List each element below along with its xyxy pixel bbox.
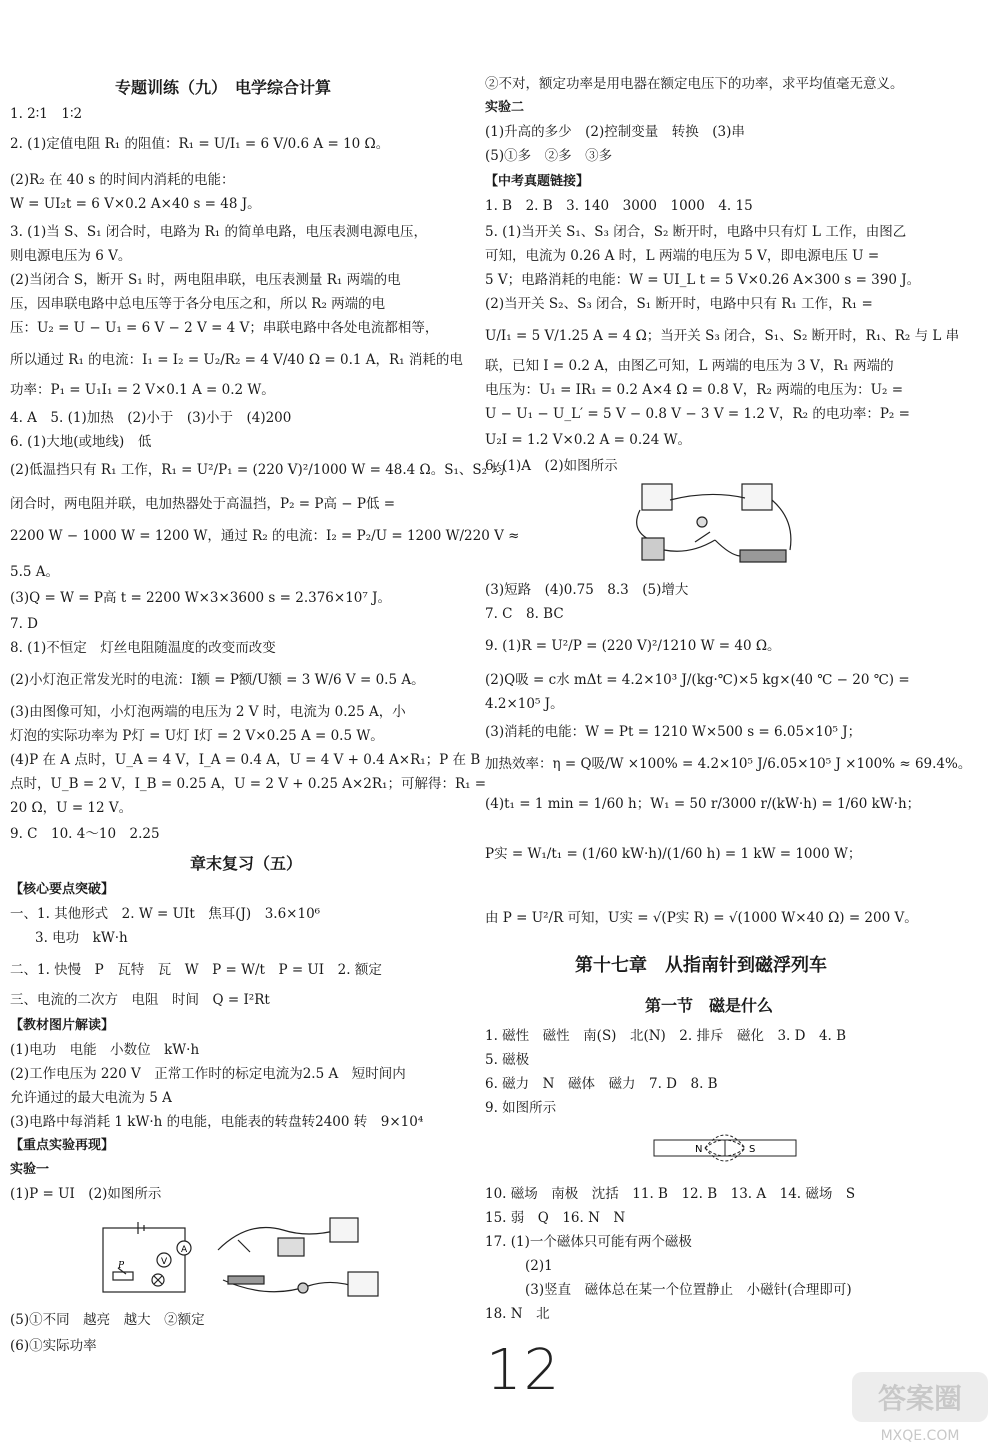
answer-line: 4. A 5. (1)加热 (2)小于 (3)小于 (4)200 (10, 410, 292, 426)
answer-line: 9. 如图所示 (485, 1100, 557, 1116)
magnet-south-label: S (749, 1144, 756, 1155)
answer-line: 15. 弱 Q 16. N N (485, 1210, 626, 1226)
answer-line: 6. (1)大地(或地线) 低 (10, 434, 152, 450)
answer-line: 3. (1)当 S、S₁ 闭合时，电路为 R₁ 的简单电路，电压表测电源电压， (10, 224, 427, 240)
answer-line: 点时，U_B = 2 V，I_B = 0.25 A，U = 2 V + 0.25 A×2R₁；可解得：R₁ = (10, 776, 487, 792)
answer-line: 加热效率：η = Q吸/W ×100% = 4.2×10⁵ J/6.05×10⁵ J ×100% ≈ 69.4%。 (485, 756, 972, 772)
answer-line: (3)消耗的电能：W = Pt = 1210 W×500 s = 6.05×10⁵ J； (485, 724, 862, 740)
answer-line: (2)小灯泡正常发光时的电流：I额 = P额/U额 = 3 W/6 V = 0.5 A。 (10, 672, 425, 688)
answer-line: 17. (1)一个磁体只可能有两个磁极 (485, 1234, 692, 1250)
wiring-diagram-figure (630, 480, 810, 580)
answer-line: 由 P = U²/R 可知，U实 = √(P实 R) = √(1000 W×40 Ω) = 200 V。 (485, 910, 918, 926)
answer-line: (1)P = UI (2)如图所示 (10, 1186, 162, 1202)
answer-line: (5)①多 ②多 ③多 (485, 148, 613, 164)
answer-line: W = UI₂t = 6 V×0.2 A×40 s = 48 J。 (10, 196, 261, 212)
answer-line: 4.2×10⁵ J。 (485, 696, 564, 712)
chapter-title: 第十七章 从指南针到磁浮列车 (575, 955, 827, 976)
answer-line: 则电源电压为 6 V。 (10, 248, 132, 264)
answer-line: 三、电流的二次方 电阻 时间 Q = I²Rt (10, 992, 270, 1008)
watermark-logo (850, 1370, 990, 1445)
answer-line: 电压为：U₁ = IR₁ = 0.2 A×4 Ω = 0.8 V，R₂ 两端的电压为：U₂ = (485, 382, 904, 398)
answer-line: (2)工作电压为 220 V 正常工作时的标定电流为2.5 A 短时间内 (10, 1066, 406, 1082)
answer-line: ②不对，额定功率是用电器在额定电压下的功率，求平均值毫无意义。 (485, 76, 904, 92)
answer-line: 压：U₂ = U − U₁ = 6 V − 2 V = 4 V；串联电路中各处电流都相等， (10, 320, 439, 336)
answer-line: 功率：P₁ = U₁I₁ = 2 V×0.1 A = 0.2 W。 (10, 382, 275, 398)
answer-line: (1)升高的多少 (2)控制变量 转换 (3)串 (485, 124, 745, 140)
answer-line: (3)由图像可知，小灯泡两端的电压为 2 V 时，电流为 0.25 A，小 (10, 704, 406, 720)
answer-line: 18. N 北 (485, 1306, 550, 1322)
answer-line: 1. 磁性 磁性 南(S) 北(N) 2. 排斥 磁化 3. D 4. B (485, 1028, 847, 1044)
answer-line: (4)P 在 A 点时，U_A = 4 V，I_A = 0.4 A，U = 4 V + 0.4 A×R₁；P 在 B (10, 752, 481, 768)
answer-line: 9. (1)R = U²/P = (220 V)²/1210 W = 40 Ω。 (485, 638, 781, 654)
answer-line: (2)1 (525, 1258, 553, 1274)
answer-line: 所以通过 R₁ 的电流：I₁ = I₂ = U₂/R₂ = 4 V/40 Ω = 0.1 A，R₁ 消耗的电 (10, 352, 463, 368)
bar-magnet-figure (650, 1124, 800, 1172)
answer-line: 压，因串联电路中总电压等于各分电压之和，所以 R₂ 两端的电 (10, 296, 386, 312)
answer-line: 7. D (10, 616, 38, 632)
answer-line: (3)Q = W = P高 t = 2200 W×3×3600 s = 2.376×10⁷ J。 (10, 590, 392, 606)
section-title-what-is-magnetism: 第一节 磁是什么 (645, 996, 774, 1015)
answer-line: (6)①实际功率 (10, 1338, 97, 1354)
answer-line: P实 = W₁/t₁ = (1/60 kW·h)/(1/60 h) = 1 kW = 1000 W； (485, 846, 862, 862)
answer-line: (2)当开关 S₂、S₃ 闭合，S₁ 断开时，电路中只有 R₁ 工作，R₁ = (485, 296, 873, 312)
answer-line: (2)Q吸 = c水 mΔt = 4.2×10³ J/(kg·℃)×5 kg×(40 ℃ − 20 ℃) = (485, 672, 910, 688)
answer-line: 10. 磁场 南极 沈括 11. B 12. B 13. A 14. 磁场 S (485, 1186, 856, 1202)
answer-line: 8. (1)不恒定 灯丝电阻随温度的改变而改变 (10, 640, 276, 656)
answer-line: 6. 磁力 N 磁体 磁力 7. D 8. B (485, 1076, 718, 1092)
subsection-heading: 【中考真题链接】 (485, 174, 590, 189)
answer-line: 3. 电功 kW·h (35, 930, 128, 946)
answer-line: 2200 W − 1000 W = 1200 W，通过 R₂ 的电流：I₂ = P₂/U = 1200 W/220 V ≈ (10, 528, 520, 544)
answer-line: 1. B 2. B 3. 140 3000 1000 4. 15 (485, 198, 753, 214)
answer-line: (2)低温挡只有 R₁ 工作，R₁ = U²/P₁ = (220 V)²/1000 W = 48.4 Ω。S₁、S₂ 均 (10, 462, 505, 478)
answer-line: 灯泡的实际功率为 P灯 = U灯 I灯 = 2 V×0.25 A = 0.5 W。 (10, 728, 384, 744)
circuit-diagram-figure (98, 1210, 388, 1306)
answer-line: U/I₁ = 5 V/1.25 A = 4 Ω；当开关 S₃ 闭合，S₁、S₂ 断开时，R₁、R₂ 与 L 串 (485, 328, 960, 344)
answer-line: 6. (1)A (2)如图所示 (485, 458, 618, 474)
answer-line: 一、1. 其他形式 2. W = UIt 焦耳(J) 3.6×10⁶ (10, 906, 321, 922)
answer-line: (1)电功 电能 小数位 kW·h (10, 1042, 200, 1058)
answer-line: (5)①不同 越亮 越大 ②额定 (10, 1312, 205, 1328)
answer-line: (4)t₁ = 1 min = 1/60 h；W₁ = 50 r/3000 r/(kW·h) = 1/60 kW·h； (485, 796, 921, 812)
answer-line: 5.5 A。 (10, 564, 60, 580)
svg-text:MXQE.COM: MXQE.COM (880, 1428, 960, 1444)
answer-line: 5 V；电路消耗的电能：W = UI_L t = 5 V×0.26 A×300 s = 390 J。 (485, 272, 921, 288)
voltmeter-symbol-label: V (161, 1257, 168, 1267)
experiment-heading: 实验二 (485, 100, 525, 115)
answer-line: 9. C 10. 4～10 2.25 (10, 826, 160, 842)
ammeter-symbol-label: A (181, 1245, 188, 1255)
answer-line: (3)竖直 磁体总在某一个位置静止 小磁针(合理即可) (525, 1282, 852, 1298)
answer-line: 20 Ω，U = 12 V。 (10, 800, 133, 816)
answer-line: (3)短路 (4)0.75 8.3 (5)增大 (485, 582, 689, 598)
subsection-heading: 【重点实验再现】 (10, 1138, 115, 1153)
answer-line: 联，已知 I = 0.2 A，由图乙可知，L 两端的电压为 3 V，R₁ 两端的 (485, 358, 894, 374)
answer-line: U − U₁ − U_L′ = 5 V − 0.8 V − 3 V = 1.2 V，R₂ 的电功率：P₂ = (485, 406, 910, 422)
answer-line: 5. 磁极 (485, 1052, 530, 1068)
answer-line: 二、1. 快慢 P 瓦特 瓦 W P = W/t P = UI 2. 额定 (10, 962, 382, 978)
page-number-handwritten: 12 (486, 1338, 562, 1403)
answer-line: 5. (1)当开关 S₁、S₃ 闭合，S₂ 断开时，电路中只有灯 L 工作，由图乙 (485, 224, 907, 240)
answer-line: 7. C 8. BC (485, 606, 564, 622)
experiment-heading: 实验一 (10, 1162, 50, 1177)
answer-line: 可知，电流为 0.26 A 时，L 两端的电压为 5 V，即电源电压 U = (485, 248, 880, 264)
answer-line: 1. 2∶1 1∶2 (10, 106, 83, 122)
answer-line: 2. (1)定值电阻 R₁ 的阻值：R₁ = U/I₁ = 6 V/0.6 A = 10 Ω。 (10, 136, 390, 152)
answer-line: 闭合时，两电阻并联，电加热器处于高温挡，P₂ = P高 − P低 = (10, 496, 396, 512)
subsection-heading: 【教材图片解读】 (10, 1018, 115, 1033)
magnet-north-label: N (695, 1144, 703, 1155)
subsection-heading: 【核心要点突破】 (10, 882, 115, 897)
answer-line: (2)当闭合 S，断开 S₁ 时，两电阻串联，电压表测量 R₁ 两端的电 (10, 272, 401, 288)
answer-line: U₂I = 1.2 V×0.2 A = 0.24 W。 (485, 432, 691, 448)
answer-line: (3)电路中每消耗 1 kW·h 的电能，电能表的转盘转2400 转 9×10⁴ (10, 1114, 424, 1130)
answer-line: (2)R₂ 在 40 s 的时间内消耗的电能： (10, 172, 235, 188)
rheostat-symbol-label: P (118, 1261, 125, 1271)
section-title-chapter-review-5: 章末复习（五） (190, 854, 303, 873)
svg-text:答案圈: 答案圈 (877, 1382, 963, 1415)
section-title-special-training-9: 专题训练（九） 电学综合计算 (115, 78, 332, 97)
answer-line: 允许通过的最大电流为 5 A (10, 1090, 172, 1106)
